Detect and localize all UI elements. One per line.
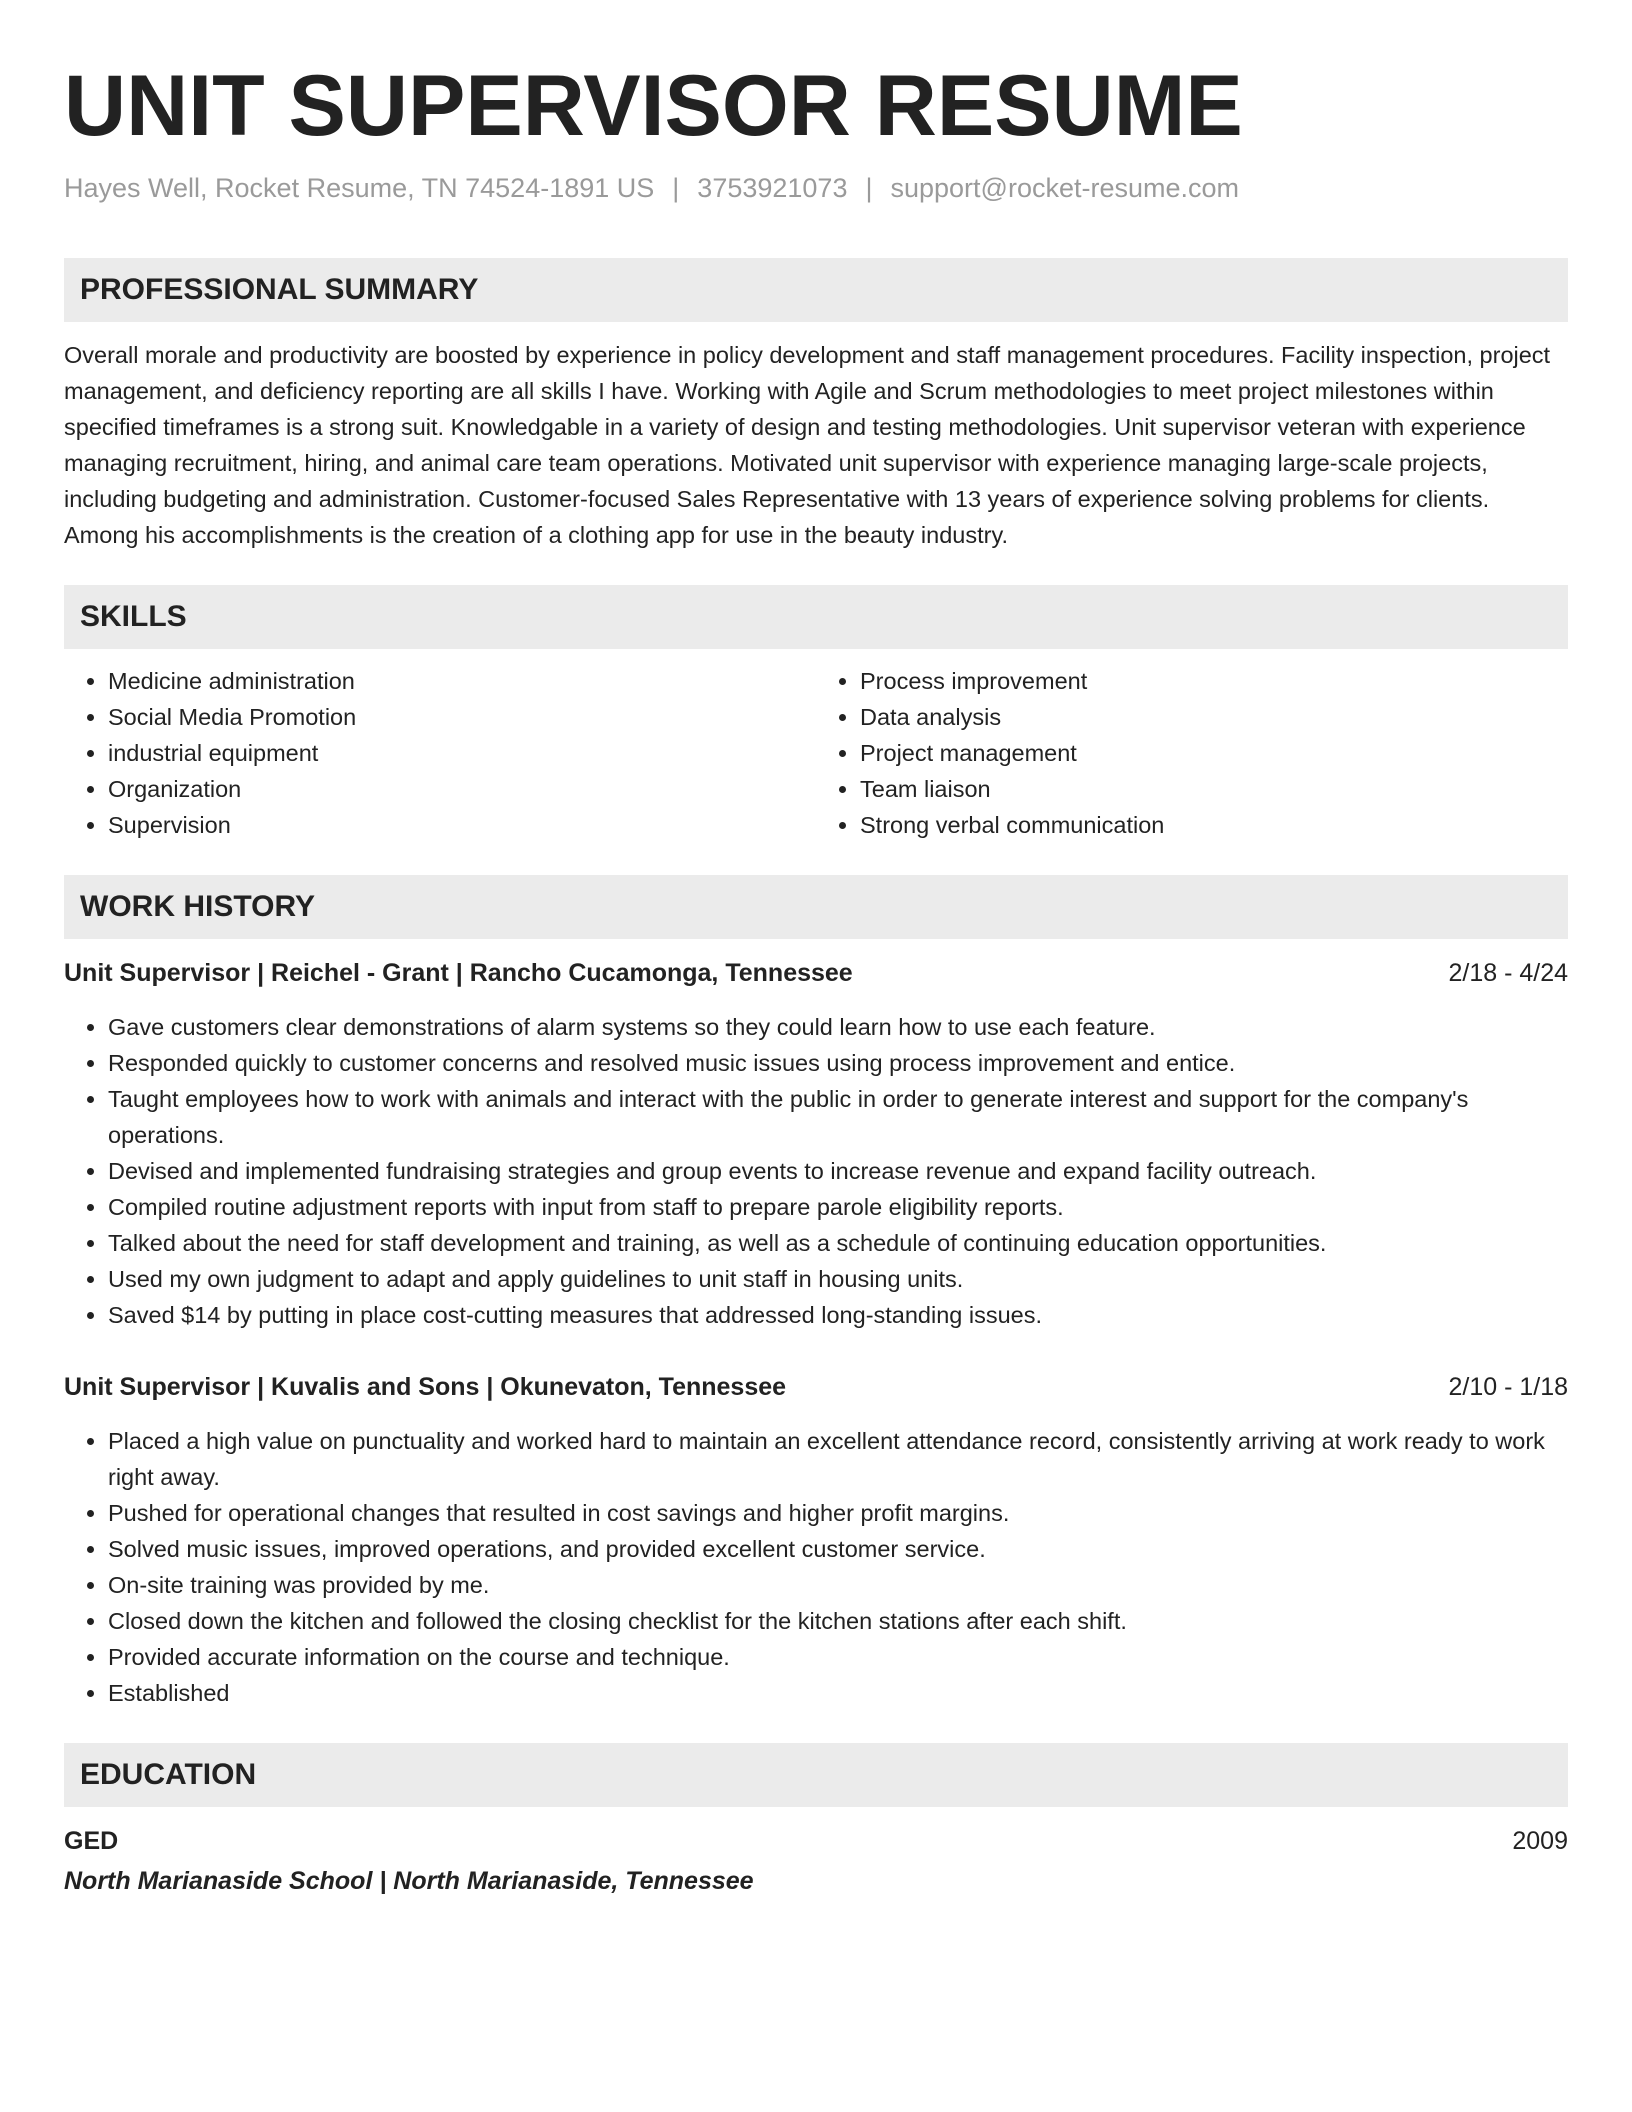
skill-item: • Project management	[860, 735, 1568, 771]
skill-item: • Process improvement	[860, 663, 1568, 699]
skill-item: • Strong verbal communication	[860, 807, 1568, 843]
contact-line	[64, 170, 1568, 206]
job-bullet: • Talked about the need for staff development and training, as well as a schedule of continuing education opportunities.	[108, 1225, 1568, 1261]
skill-item: • Team liaison	[860, 771, 1568, 807]
skill-item: • Data analysis	[860, 699, 1568, 735]
job-bullet: • Taught employees how to work with animals and interact with the public in order to generate interest and support for the company's operations.	[108, 1081, 1568, 1153]
contact-phone: 3753921073	[697, 173, 848, 203]
section-header-skills: SKILLS	[64, 585, 1568, 649]
job-bullet: • Closed down the kitchen and followed the closing checklist for the kitchen stations after each shift.	[108, 1603, 1568, 1639]
job-bullet: • Responded quickly to customer concerns and resolved music issues using process improvement and entice.	[108, 1045, 1568, 1081]
education-degree: GED	[64, 1827, 119, 1855]
skill-item: • Supervision	[108, 807, 816, 843]
job-bullet: • Provided accurate information on the course and technique.	[108, 1639, 1568, 1675]
job-bullet: • Compiled routine adjustment reports with input from staff to prepare parole eligibility reports.	[108, 1189, 1568, 1225]
job-bullet: • On-site training was provided by me.	[108, 1567, 1568, 1603]
job-heading	[64, 955, 1568, 991]
contact-address: Hayes Well, Rocket Resume, TN 74524-1891 US	[64, 173, 655, 203]
skill-item: • Social Media Promotion	[108, 699, 816, 735]
skills-grid	[64, 663, 1568, 843]
job-bullet: • Pushed for operational changes that resulted in cost savings and higher profit margins.	[108, 1495, 1568, 1531]
skills-column-left	[64, 663, 816, 843]
skill-item: • Medicine administration	[108, 663, 816, 699]
job-title-company: Unit Supervisor | Kuvalis and Sons | Okunevaton, Tennessee	[64, 1373, 787, 1401]
job-bullets	[64, 1009, 1568, 1333]
section-header-summary: PROFESSIONAL SUMMARY	[64, 258, 1568, 322]
job-bullet: • Saved $14 by putting in place cost-cutting measures that addressed long-standing issues.	[108, 1297, 1568, 1333]
skill-item: • Organization	[108, 771, 816, 807]
job-bullets	[64, 1423, 1568, 1711]
education-year: 2009	[1512, 1827, 1568, 1855]
job-bullet: • Gave customers clear demonstrations of alarm systems so they could learn how to use each feature.	[108, 1009, 1568, 1045]
resume-title: UNIT SUPERVISOR RESUME	[64, 58, 1243, 154]
contact-separator: |	[672, 173, 680, 203]
skills-column-right	[816, 663, 1568, 843]
job-bullet: • Used my own judgment to adapt and apply guidelines to unit staff in housing units.	[108, 1261, 1568, 1297]
job-bullet: • Devised and implemented fundraising strategies and group events to increase revenue and expand facility outreach.	[108, 1153, 1568, 1189]
section-header-work-history: WORK HISTORY	[64, 875, 1568, 939]
contact-email: support@rocket-resume.com	[890, 173, 1240, 203]
skill-item: • industrial equipment	[108, 735, 816, 771]
education-heading	[64, 1823, 1568, 1859]
job-dates: 2/18 - 4/24	[1448, 959, 1568, 987]
section-header-education: EDUCATION	[64, 1743, 1568, 1807]
job-dates: 2/10 - 1/18	[1448, 1373, 1568, 1401]
summary-text: Overall morale and productivity are boosted by experience in policy development and staff management procedures. Facility inspection, project management, and deficiency reporting are all skills I have. Working with Agile and Scrum methodologies to meet project milestones within specified timeframes is a strong suit. Knowledgable in a variety of design and testing methodologies. Unit supervisor veteran with experience managing recruitment, hiring, and animal care team operations. Motivated unit supervisor with experience managing large-scale projects, including budgeting and administration. Customer-focused Sales Representative with 13 years of experience solving problems for clients. Among his accomplishments is the creation of a clothing app for use in the beauty industry.	[64, 342, 1551, 548]
education-school: North Marianaside School | North Marianaside, Tennessee	[64, 1867, 754, 1895]
job-bullet: • Solved music issues, improved operations, and provided excellent customer service.	[108, 1531, 1568, 1567]
job-title-company: Unit Supervisor | Reichel - Grant | Rancho Cucamonga, Tennessee	[64, 959, 853, 987]
job-heading	[64, 1369, 1568, 1405]
job-bullet: • Established	[108, 1675, 1568, 1711]
job-bullet: • Placed a high value on punctuality and worked hard to maintain an excellent attendance record, consistently arriving at work ready to work right away.	[108, 1423, 1568, 1495]
contact-separator: |	[865, 173, 873, 203]
